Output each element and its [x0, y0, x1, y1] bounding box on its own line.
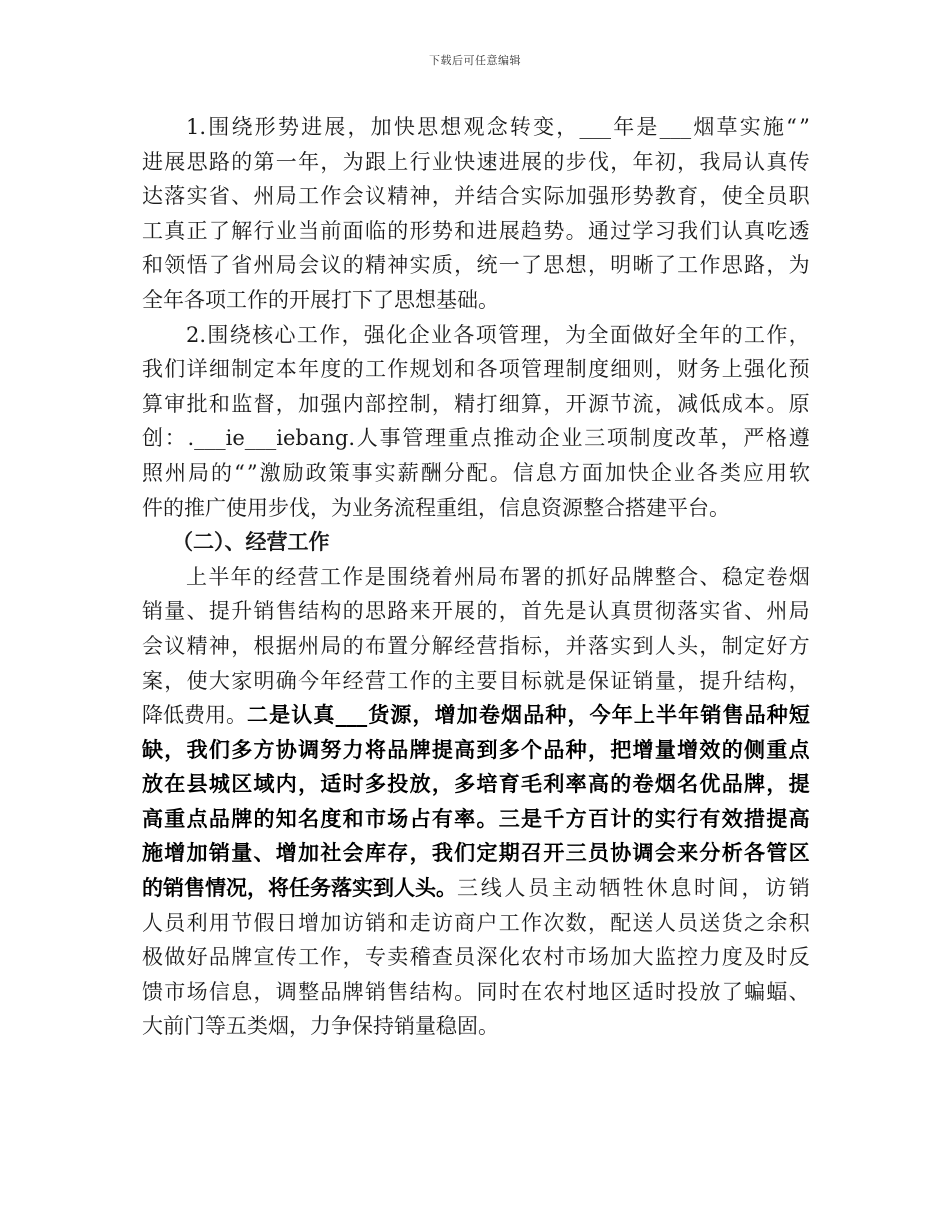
bold-text-line: 高 重 点 品 牌 的 知 名 度 和 市 场 占 有 率 。 三 是 千 方 百 计 的 实 行 有 效 措 提 高 — [142, 805, 810, 831]
bold-text-line: 施 增 加 销 量 、 增 加 社 会 库 存 ， 我 们 定 期 召 开 三 员 协 调 会 来 分 析 各 管 区 — [142, 840, 810, 866]
normal-text: 降低费用。 — [142, 703, 247, 728]
mixed-text-line — [142, 871, 810, 906]
text-line: 案 ， 使 大 家 明 确 今 年 经 营 工 作 的 主 要 目 标 就 是 保 证 销 量 ， 提 升 结 构 ， — [142, 668, 810, 693]
text-line: 人 员 利 用 节 假 日 增 加 访 销 和 走 访 商 户 工 作 次 数 ， 配 送 人 员 送 货 之 余 积 — [142, 910, 810, 935]
text-line: 达 落 实 省 、 州 局 工 作 会 议 精 神 ， 并 结 合 实 际 加 强 形 势 教 育 ， 使 全 员 职 — [142, 184, 810, 209]
text-line: 2. 围 绕 核 心 工 作 ， 强 化 企 业 各 项 管 理 ， 为 全 面 做 好 全 年 的 工 作 ， — [186, 322, 810, 347]
paragraph-3 — [142, 560, 810, 1044]
text-line: 大前门等五类烟，力争保持销量稳固。 — [142, 1014, 499, 1039]
document-body — [142, 110, 810, 1044]
bold-text: 二 是 认 真 ___ 货 源 ， 增 加 卷 烟 品 种 ， 今 年 上 半 年 销 售 品 种 短 — [247, 702, 810, 728]
text-line: 进 展 思 路 的 第 一 年 ， 为 跟 上 行 业 快 速 进 展 的 步 伐 ， 年 初 ， 我 局 认 真 传 — [142, 149, 810, 174]
text-line: 和 领 悟 了 省 州 局 会 议 的 精 神 实 质 ， 统 一 了 思 想 ， 明 晰 了 工 作 思 路 ， 为 — [142, 253, 810, 278]
text-line: 全年各项工作的开展打下了思想基础。 — [142, 287, 499, 312]
text-line: 会 议 精 神 ， 根 据 州 局 的 布 置 分 解 经 营 指 标 ， 并 落 实 到 人 头 ， 制 定 好 方 — [142, 633, 810, 658]
page-header: 下载后可任意编辑 — [429, 54, 521, 67]
paragraph-2 — [142, 318, 810, 526]
text-line: 算 审 批 和 监 督 ， 加 强 内 部 控 制 ， 精 打 细 算 ， 开 源 节 流 ， 减 低 成 本 。 原 — [142, 391, 810, 416]
normal-text: 三 线 人 员 主 动 牺 牲 休 息 时 间 ， 访 销 — [457, 876, 810, 901]
bold-text: 的销售情况，将任务落实到人头。 — [142, 875, 457, 901]
paragraph-1 — [142, 110, 810, 318]
text-line: 我 们 详 细 制 定 本 年 度 的 工 作 规 划 和 各 项 管 理 制 度 细 则 ， 财 务 上 强 化 预 — [142, 357, 810, 382]
bold-text-line: 放 在 县 城 区 域 内 ， 适 时 多 投 放 ， 多 培 育 毛 利 率 高 的 卷 烟 名 优 品 牌 ， 提 — [142, 771, 810, 797]
mixed-text-line — [142, 698, 810, 733]
text-line: 件的推广使用步伐，为业务流程重组，信息资源整合搭建平台。 — [142, 495, 730, 520]
section-heading: （二）、经营工作 — [172, 529, 330, 555]
bold-text-line: 缺 ， 我 们 多 方 协 调 努 力 将 品 牌 提 高 到 多 个 品 种 ， 把 增 量 增 效 的 侧 重 点 — [142, 736, 810, 762]
text-line: 工 真 正 了 解 行 业 当 前 面 临 的 形 势 和 进 展 趋 势 。 通 过 学 习 我 们 认 真 吃 透 — [142, 218, 810, 243]
text-line: 创 ： .___ie___iebang. 人 事 管 理 重 点 推 动 企 业 三 项 制 度 改 革 ， 严 格 遵 — [142, 426, 810, 451]
text-line: 销 量 、 提 升 销 售 结 构 的 思 路 来 开 展 的 ， 首 先 是 认 真 贯 彻 落 实 省 、 州 局 — [142, 599, 810, 624]
text-line: 上 半 年 的 经 营 工 作 是 围 绕 着 州 局 布 署 的 抓 好 品 牌 整 合 、 稳 定 卷 烟 — [186, 564, 810, 589]
text-line: 馈 市 场 信 息 ， 调 整 品 牌 销 售 结 构 。 同 时 在 农 村 地 区 适 时 投 放 了 蝙 蝠 、 — [142, 979, 810, 1004]
text-line: 1. 围 绕 形 势 进 展 ， 加 快 思 想 观 念 转 变 ， ___ 年 是 ___ 烟 草 实 施 “ ” — [186, 115, 810, 139]
text-line: 照 州 局 的 “ ” 激 励 政 策 事 实 薪 酬 分 配 。 信 息 方 面 加 快 企 业 各 类 应 用 软 — [142, 460, 810, 485]
text-line: 极 做 好 品 牌 宣 传 工 作 ， 专 卖 稽 查 员 深 化 农 村 市 场 加 大 监 控 力 度 及 时 反 — [142, 945, 810, 970]
